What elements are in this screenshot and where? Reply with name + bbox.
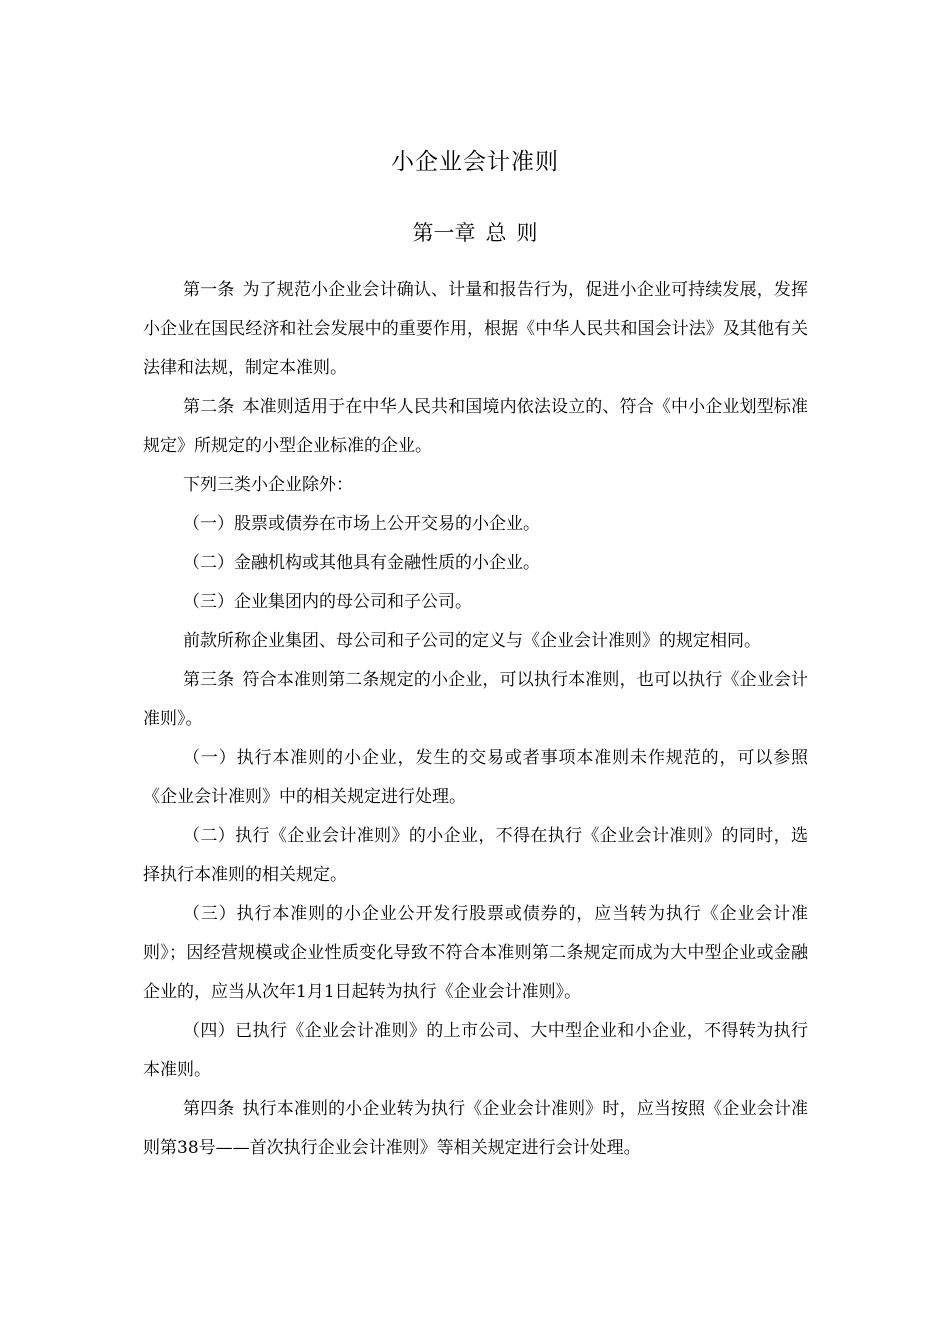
- paragraph-text: 前款所称企业集团、母公司和子公司的定义与《企业会计准则》的规定相同。: [183, 631, 761, 651]
- article-label: 第三条: [183, 670, 235, 690]
- document-body: [143, 271, 808, 1168]
- article-label: 第二条: [183, 397, 235, 417]
- paragraph-text: （一）执行本准则的小企业，发生的交易或者事项本准则未作规范的，可以参照《企业会计准则》中的相关规定进行处理。: [143, 748, 808, 807]
- document-title: 小企业会计准则: [391, 149, 559, 175]
- chapter-name-part1: 总: [485, 221, 507, 245]
- paragraph-article-3-item-3: [143, 895, 808, 1012]
- chapter-name-part2: 则: [516, 221, 538, 245]
- paragraph-text: 为了规范小企业会计确认、计量和报告行为，促进小企业可持续发展，发挥小企业在国民经济和社会发展中的重要作用，根据《中华人民共和国会计法》及其他有关法律和法规，制定本准则。: [143, 280, 809, 378]
- paragraph-text: （三）企业集团内的母公司和子公司。: [183, 592, 472, 612]
- paragraph-text: （三）执行本准则的小企业公开发行股票或债券的，应当转为执行《企业会计准则》；因经营规模或企业性质变化导致不符合本准则第二条规定而成为大中型企业或金融企业的，应当从次年1月1日起转为执行《企业会计准则》。: [143, 904, 808, 1002]
- paragraph-text: 执行本准则的小企业转为执行《企业会计准则》时，应当按照《企业会计准则第38号——首次执行企业会计准则》等相关规定进行会计处理。: [143, 1099, 809, 1158]
- paragraph-article-1: [143, 271, 808, 388]
- paragraph-text: 符合本准则第二条规定的小企业，可以执行本准则，也可以执行《企业会计准则》。: [143, 670, 809, 729]
- article-label: 第四条: [183, 1099, 235, 1119]
- paragraph-text: （四）已执行《企业会计准则》的上市公司、大中型企业和小企业，不得转为执行本准则。: [143, 1021, 808, 1080]
- paragraph-article-3-item-4: [143, 1012, 808, 1090]
- paragraph-article-2: [143, 388, 808, 466]
- paragraph-article-4: [143, 1090, 808, 1168]
- chapter-number: 第一章: [412, 221, 476, 245]
- paragraph-exception-2: [143, 544, 808, 583]
- article-label: 第一条: [183, 280, 235, 300]
- paragraph-exception-3: [143, 583, 808, 622]
- paragraph-exception-1: [143, 505, 808, 544]
- paragraph-article-3-item-2: [143, 817, 808, 895]
- paragraph-text: 本准则适用于在中华人民共和国境内依法设立的、符合《中小企业划型标准规定》所规定的小型企业标准的企业。: [143, 397, 809, 456]
- paragraph-exceptions-intro: [143, 466, 808, 505]
- paragraph-text: （二）金融机构或其他具有金融性质的小企业。: [183, 553, 540, 573]
- paragraph-text: （一）股票或债券在市场上公开交易的小企业。: [183, 514, 540, 534]
- paragraph-article-3-item-1: [143, 739, 808, 817]
- paragraph-text: 下列三类小企业除外：: [183, 475, 353, 495]
- paragraph-text: （二）执行《企业会计准则》的小企业，不得在执行《企业会计准则》的同时，选择执行本准则的相关规定。: [143, 826, 808, 885]
- chapter-heading: [0, 216, 950, 250]
- paragraph-definition: [143, 622, 808, 661]
- paragraph-article-3: [143, 661, 808, 739]
